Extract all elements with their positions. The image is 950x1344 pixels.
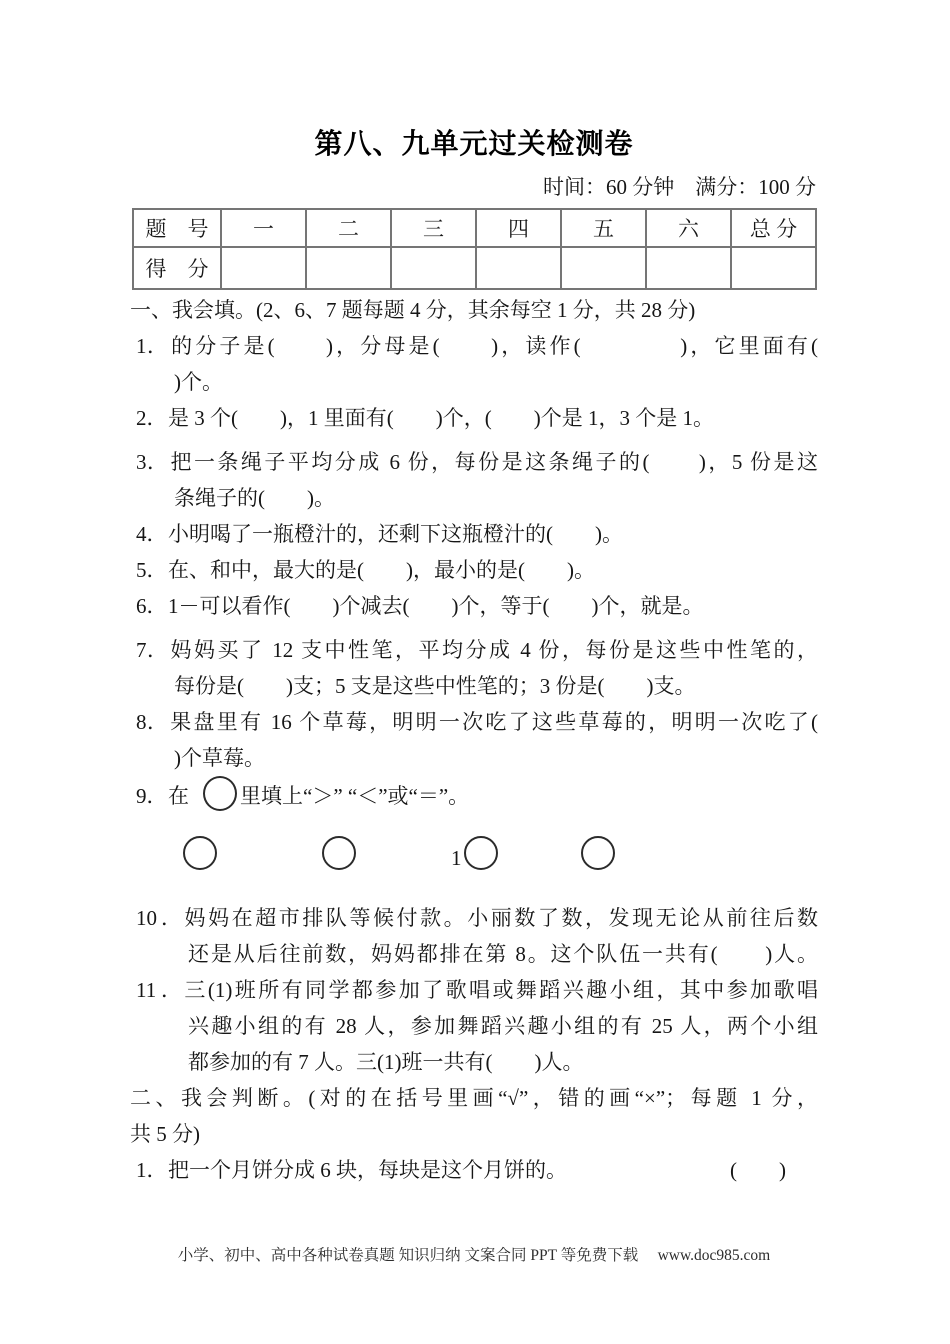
question-3-text: 把一条绳子平均分成 6 份，每份是这条绳子的( )，5 份是这 [168,450,818,474]
section2-heading-line-1: 二、我会判断。(对的在括号里画“√”，错的画“×”；每题 1 分， [130,1086,818,1110]
score-table-col-1: 一 [221,209,306,247]
question-7-number: 7． [136,638,168,662]
question-11-line-1 [130,972,818,1008]
question-8-number: 8． [136,710,168,734]
score-cell-5 [561,247,646,289]
score-cell-total [731,247,816,289]
question-8-line-2: )个草莓。 [174,746,265,770]
question-10-text: 妈妈在超市排队等候付款。小丽数了数，发现无论从前往后数 [182,906,818,930]
section1-heading: 一、我会填。(2、6、7 题每题 4 分，其余每空 1 分，共 28 分) [130,298,696,322]
score-cell-2 [306,247,391,289]
section2-heading-line-2: 共 5 分) [130,1122,200,1146]
judge-question-1-number: 1． [136,1158,168,1182]
score-table-header-row [133,209,816,247]
question-6-number: 6． [136,594,168,618]
score-table-question-label: 题 号 [133,209,221,247]
score-table-col-6: 六 [646,209,731,247]
judge-question-1-text: 把一个月饼分成 6 块，每块是这个月饼的。 [168,1158,567,1182]
question-1-line-2: )个。 [174,370,223,394]
question-4-text: 小明喝了一瓶橙汁的，还剩下这瓶橙汁的( )。 [168,522,623,546]
question-11-text: 三(1)班所有同学都参加了歌唱或舞蹈兴趣小组，其中参加歌唱 [182,978,818,1002]
score-table-col-2: 二 [306,209,391,247]
question-5-line-1 [130,552,818,588]
question-8-text: 果盘里有 16 个草莓，明明一次吃了这些草莓的，明明一次吃了( [168,710,818,734]
judge-question-1-line [130,1152,818,1188]
footer: 小学、初中、高中各种试卷真题 知识归纳 文案合同 PPT 等免费下载 www.doc985.com [177,1247,771,1264]
question-10-line-1 [130,900,818,936]
question-4-number: 4． [136,522,168,546]
score-table-score-row [133,247,816,289]
comparison-circle-2-icon [322,836,356,870]
comparison-circle-3-icon [464,836,498,870]
question-5-number: 5． [136,558,168,582]
score-table-col-5: 五 [561,209,646,247]
question-1-number: 1． [136,334,168,358]
score-cell-3 [391,247,476,289]
question-4-line-1 [130,516,818,552]
question-7-text: 妈妈买了 12 支中性笔，平均分成 4 份，每份是这些中性笔的， [168,638,818,662]
question-1-line-1 [130,328,818,364]
question-6-text: 1－可以看作( )个减去( )个，等于( )个，就是。 [168,594,704,618]
question-1-text: 的分子是( )，分母是( )，读作( )，它里面有( [168,334,818,358]
question-6-line-1 [130,588,818,624]
question-7-line-2: 每份是( )支；5 支是这些中性笔的；3 份是( )支。 [174,674,696,698]
question-10-line-2: 还是从后往前数，妈妈都排在第 8。这个队伍一共有( )人。 [188,942,818,966]
paper-content [130,0,818,1268]
question-3-number: 3． [136,450,168,474]
question-8-line-1 [130,704,818,740]
question-11-line-2: 兴趣小组的有 28 人，参加舞蹈兴趣小组的有 25 人，两个小组 [188,1014,818,1038]
question-7-line-1 [130,632,818,668]
exam-time-score-meta: 时间：60 分钟 满分：100 分 [543,175,816,199]
question-2-number: 2． [136,406,168,430]
question-2-text: 是 3 个( )，1 里面有( )个，( )个是 1，3 个是 1。 [168,406,714,430]
comparison-operand-label: 1 [451,845,462,870]
answer-circle-icon [203,776,237,811]
question-2-line-1 [130,400,818,436]
score-cell-1 [221,247,306,289]
score-table-col-3: 三 [391,209,476,247]
score-cell-6 [646,247,731,289]
question-9-line-1 [130,776,818,814]
comparison-circle-4-icon [581,836,615,870]
question-3-line-2: 条绳子的( )。 [174,486,335,510]
judge-question-1-answer-blank: ( ) [730,1158,786,1182]
question-9-number: 9． [136,784,168,808]
score-table-col-total: 总 分 [731,209,816,247]
score-table-score-label: 得 分 [133,247,221,289]
comparison-circles-row [130,836,818,870]
question-9-text-pre: 在 [168,784,189,808]
question-11-line-3: 都参加的有 7 人。三(1)班一共有( )人。 [188,1050,584,1074]
score-table-col-4: 四 [476,209,561,247]
comparison-circle-1-icon [183,836,217,870]
score-table [132,208,817,290]
question-3-line-1 [130,444,818,480]
question-5-text: 在、和中，最大的是( )，最小的是( )。 [168,558,595,582]
question-9-text-post: 里填上“＞” “＜”或“＝”。 [240,784,470,808]
question-11-number: 11． [136,978,182,1002]
score-cell-4 [476,247,561,289]
question-10-number: 10． [136,906,182,930]
page-title: 第八、九单元过关检测卷 [314,128,634,159]
